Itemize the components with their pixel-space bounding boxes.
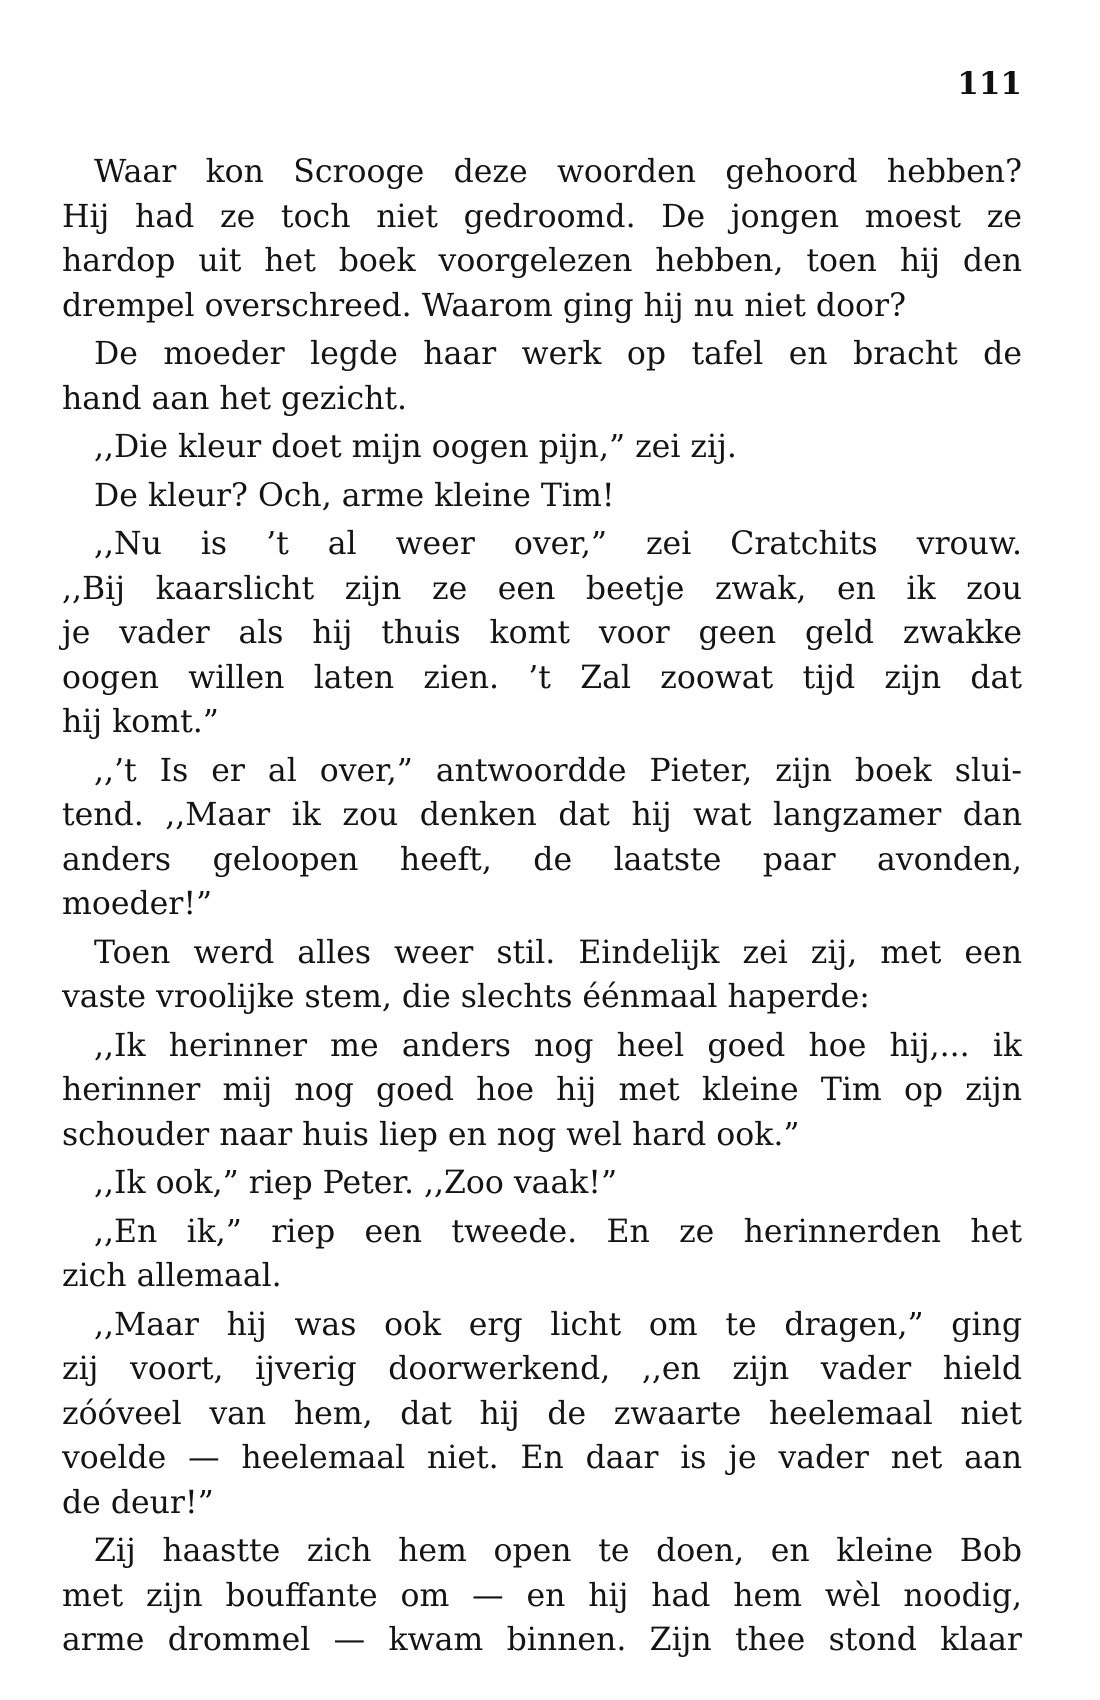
text-line: oogen willen laten zien. ’t Zal zoowat tijd zijn dat — [62, 659, 1022, 696]
paragraph — [62, 749, 1022, 927]
text-line: ,,Bij kaarslicht zijn ze een beetje zwak, en ik zou — [62, 570, 1022, 607]
text-line: voelde — heelemaal niet. En daar is je vader net aan — [62, 1440, 1022, 1476]
paragraph — [62, 425, 1022, 470]
text-line: ,,En ik,” riep een tweede. En ze herinnerden het — [94, 1213, 1022, 1250]
paragraph — [62, 931, 1022, 1020]
paragraph — [62, 522, 1022, 745]
paragraph — [62, 474, 1022, 519]
text-line: moeder!” — [62, 886, 213, 922]
text-line: de deur!” — [62, 1484, 214, 1521]
text-line: Waar kon Scrooge deze woorden gehoord hebben? — [94, 154, 1022, 190]
text-line: ,,Nu is ’t al weer over,” zei Cratchits vrouw. — [94, 526, 1022, 562]
paragraph — [62, 332, 1022, 421]
text-line: schouder naar huis liep en nog wel hard ook.” — [62, 1116, 800, 1153]
paragraph — [62, 1303, 1022, 1526]
paragraph — [62, 150, 1022, 328]
text-line: ,,Ik ook,” riep Peter. ,,Zoo vaak!” — [94, 1165, 618, 1201]
paragraph — [62, 1210, 1022, 1299]
text-line: vaste vroolijke stem, die slechts éénmaal haperde: — [62, 979, 870, 1015]
text-line: ,,Die kleur doet mijn oogen pijn,” zei zij. — [94, 429, 737, 465]
text-line: zich allemaal. — [62, 1258, 282, 1294]
text-line: tend. ,,Maar ik zou denken dat hij wat langzamer dan — [62, 797, 1022, 833]
text-line: Toen werd alles weer stil. Eindelijk zei zij, met een — [94, 934, 1022, 971]
body-text — [62, 150, 1022, 1663]
text-line: met zijn bouffante om — en hij had hem wèl noodig, — [62, 1577, 1022, 1614]
text-line: ,,Maar hij was ook erg licht om te dragen,” ging — [94, 1306, 1022, 1343]
text-line: De kleur? Och, arme kleine Tim! — [94, 477, 615, 514]
text-line: zij voort, ijverig doorwerkend, ,,en zijn vader hield — [62, 1351, 1022, 1387]
text-line: Zij haastte zich hem open te doen, en kleine Bob — [94, 1533, 1022, 1569]
text-line: anders geloopen heeft, de laatste paar avonden, — [62, 841, 1022, 878]
text-line: hij komt.” — [62, 704, 219, 740]
text-line: zóóveel van hem, dat hij de zwaarte heelemaal niet — [62, 1395, 1022, 1432]
text-line: hardop uit het boek voorgelezen hebben, toen hij den — [62, 243, 1022, 279]
text-line: herinner mij nog goed hoe hij met kleine Tim op zijn — [62, 1072, 1022, 1108]
text-line: je vader als hij thuis komt voor geen geld zwakke — [62, 615, 1022, 651]
paragraph — [62, 1024, 1022, 1158]
text-line: De moeder legde haar werk op tafel en bracht de — [94, 336, 1022, 372]
text-line: ,,Ik herinner me anders nog heel goed hoe hij,... ik — [94, 1027, 1022, 1064]
paragraph — [62, 1161, 1022, 1206]
text-line: drempel overschreed. Waarom ging hij nu niet door? — [62, 287, 906, 324]
text-line: hand aan het gezicht. — [62, 380, 408, 417]
text-line: Hij had ze toch niet gedroomd. De jongen moest ze — [62, 198, 1022, 235]
text-line: ,,’t Is er al over,” antwoordde Pieter, zijn boek slui- — [94, 752, 1022, 789]
page-number: 111 — [957, 66, 1022, 102]
text-line: arme drommel — kwam binnen. Zijn thee stond klaar — [62, 1622, 1022, 1658]
paragraph — [62, 1529, 1022, 1663]
